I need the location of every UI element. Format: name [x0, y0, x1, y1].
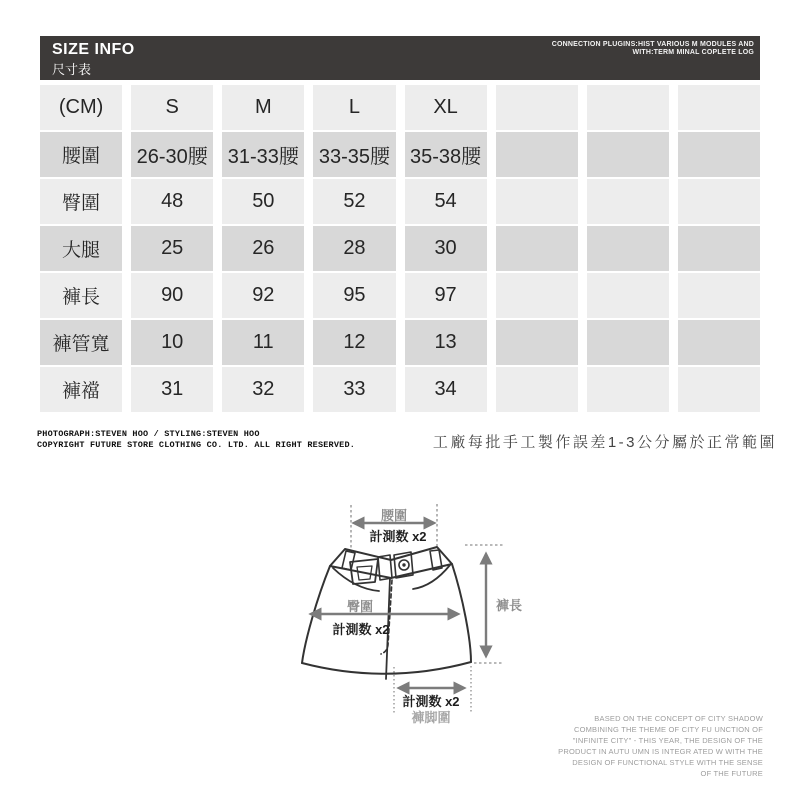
measure-value-cell — [496, 132, 578, 177]
measure-value-cell — [678, 226, 760, 271]
footer-note-line: "INFINITE CITY" - THIS YEAR, THE DESIGN OF THE — [572, 735, 763, 745]
size-column-header: XL — [405, 85, 487, 130]
size-table-row — [40, 179, 760, 224]
button-dot — [402, 563, 405, 566]
measure-value-cell: 33 — [313, 367, 395, 412]
credits — [37, 429, 355, 450]
waist-girth-label: 腰圍 — [380, 508, 408, 523]
measure-label-cell: 褲長 — [40, 273, 122, 318]
measure-value-cell — [678, 320, 760, 365]
waist-measure-label: 計測数 x2 — [369, 529, 427, 544]
measure-value-cell — [496, 226, 578, 271]
measure-label-cell: 臀圍 — [40, 179, 122, 224]
measure-value-cell: 92 — [222, 273, 304, 318]
size-table-row — [40, 226, 760, 271]
measure-value-cell — [587, 320, 669, 365]
measure-arrows — [311, 523, 486, 688]
measure-value-cell: 48 — [131, 179, 213, 224]
measure-value-cell — [496, 320, 578, 365]
hem-opening-label: 褲脚圍 — [411, 710, 451, 725]
size-column-header — [496, 85, 578, 130]
measure-value-cell: 34 — [405, 367, 487, 412]
measure-value-cell: 32 — [222, 367, 304, 412]
size-column-header — [587, 85, 669, 130]
size-column-header — [678, 85, 760, 130]
page-subtitle: 尺寸表 — [52, 62, 92, 77]
measure-value-cell — [678, 273, 760, 318]
size-column-header: M — [222, 85, 304, 130]
credits-line1: PHOTOGRAPH:STEVEN HOO / STYLING:STEVEN HOO — [37, 429, 260, 439]
measure-value-cell: 31 — [131, 367, 213, 412]
measure-value-cell: 95 — [313, 273, 395, 318]
measure-value-cell: 28 — [313, 226, 395, 271]
measure-value-cell — [587, 132, 669, 177]
hip-girth-label: 臀圍 — [346, 599, 374, 614]
measure-value-cell: 25 — [131, 226, 213, 271]
measure-value-cell: 26 — [222, 226, 304, 271]
credits-line2: COPYRIGHT FUTURE STORE CLOTHING CO. LTD. ALL RIGHT RESERVED. — [37, 439, 356, 450]
measure-label-cell: 褲管寬 — [40, 320, 122, 365]
size-column-header: S — [131, 85, 213, 130]
measure-value-cell — [587, 273, 669, 318]
footer-note — [558, 714, 763, 779]
measure-value-cell: 50 — [222, 179, 304, 224]
measure-value-cell: 52 — [313, 179, 395, 224]
footer-note-line: OF THE FUTURE — [700, 768, 763, 778]
measure-value-cell: 97 — [405, 273, 487, 318]
size-column-header: (CM) — [40, 85, 122, 130]
size-table-header-row — [40, 85, 760, 130]
measure-value-cell: 31-33腰 — [222, 132, 304, 177]
footer-note-line: BASED ON THE CONCEPT OF CITY SHADOW — [594, 714, 763, 723]
measure-value-cell — [496, 179, 578, 224]
measure-value-cell: 90 — [131, 273, 213, 318]
size-table-row — [40, 273, 760, 318]
belt-loop-left — [342, 551, 355, 570]
measure-value-cell — [678, 179, 760, 224]
measure-value-cell: 10 — [131, 320, 213, 365]
measure-value-cell: 54 — [405, 179, 487, 224]
measure-value-cell — [587, 367, 669, 412]
measure-value-cell — [587, 226, 669, 271]
measure-value-cell: 30 — [405, 226, 487, 271]
size-table-row — [40, 320, 760, 365]
footer-note-line: COMBINING THE THEME OF CITY FU UNCTION OF — [573, 724, 763, 734]
hem-measure-label: 計測数 x2 — [402, 694, 460, 709]
tolerance-note: 工廠每批手工製作誤差1-3公分屬於正常範圍 — [432, 434, 777, 451]
measure-value-cell: 11 — [222, 320, 304, 365]
length-label: 褲長 — [495, 598, 523, 613]
page-title: SIZE INFO — [52, 41, 135, 58]
header-right-line1: CONNECTION PLUGINS:HIST VARIOUS M MODULES AND — [551, 41, 754, 48]
measure-value-cell — [496, 273, 578, 318]
measure-value-cell: 33-35腰 — [313, 132, 395, 177]
measure-label-cell: 大腿 — [40, 226, 122, 271]
footer-note-line: PRODUCT IN AUTU UMN IS INTEGR ATED W WITH THE — [558, 746, 763, 756]
measure-value-cell: 12 — [313, 320, 395, 365]
measure-value-cell — [678, 367, 760, 412]
size-table — [31, 83, 769, 414]
measure-value-cell — [587, 179, 669, 224]
measure-value-cell: 26-30腰 — [131, 132, 213, 177]
footer-note-line: DESIGN OF FUNCTIONAL STYLE WITH THE SENSE — [572, 757, 763, 767]
header-right-note — [552, 41, 754, 57]
header-bar — [40, 36, 760, 80]
measure-value-cell — [678, 132, 760, 177]
size-table-row — [40, 367, 760, 412]
size-table-row — [40, 132, 760, 177]
measure-value-cell: 35-38腰 — [405, 132, 487, 177]
size-column-header: L — [313, 85, 395, 130]
header-right-line2: WITH:TERM MINAL COPLETE LOG — [632, 49, 754, 56]
measure-label-cell: 腰圍 — [40, 132, 122, 177]
measure-label-cell: 褲襠 — [40, 367, 122, 412]
measure-value-cell: 13 — [405, 320, 487, 365]
hip-measure-label: 計測数 x2 — [332, 622, 390, 637]
measure-value-cell — [496, 367, 578, 412]
